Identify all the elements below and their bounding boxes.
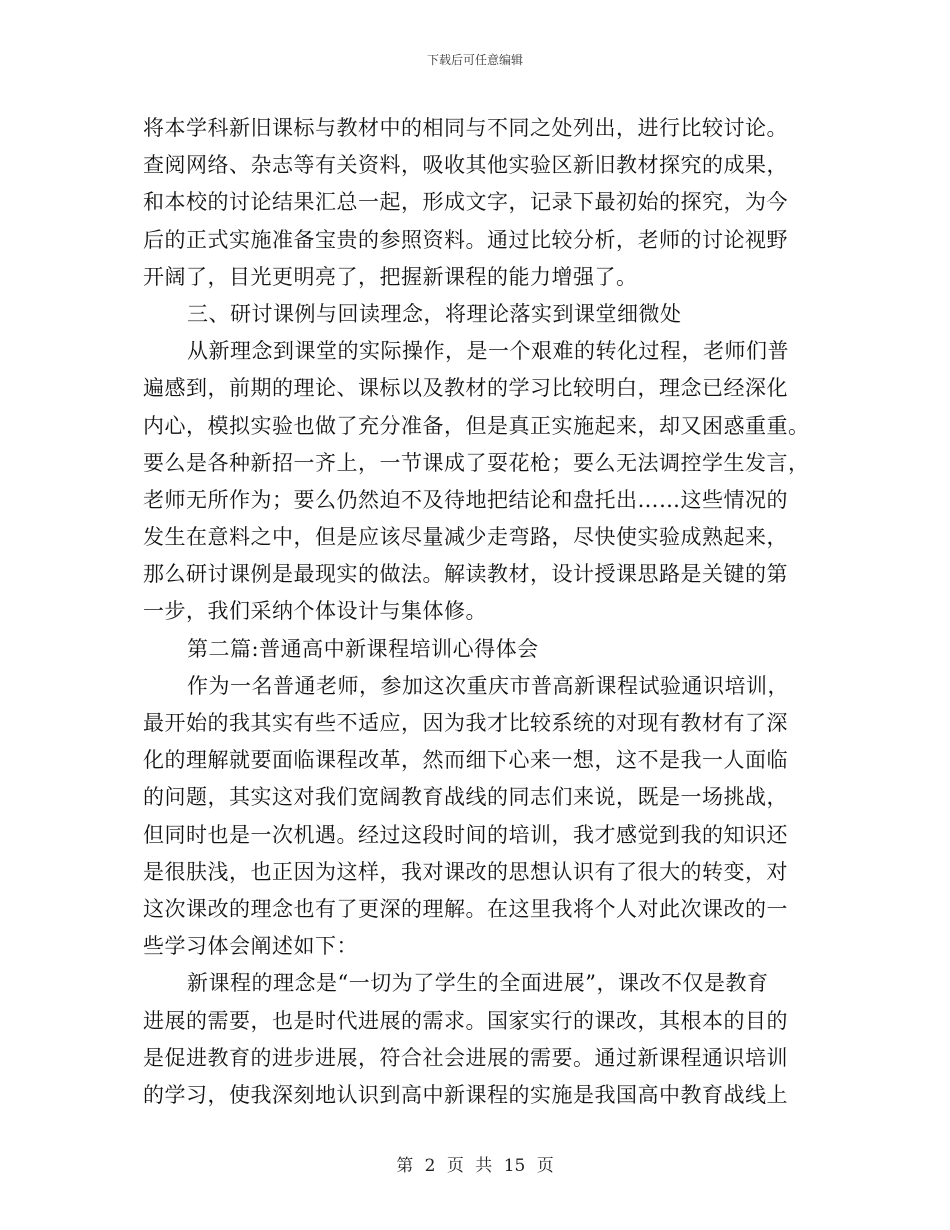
text-line: 作为一名普通老师，参加这次重庆市普高新课程试验通识培训， — [187, 673, 789, 698]
section-heading: 三、研讨课例与回读理念，将理论落实到课堂细微处 — [187, 301, 682, 326]
document-body — [143, 110, 808, 1114]
text-line: 进展的需要，也是时代进展的需求。国家实行的课改，其根本的目的 — [143, 1008, 788, 1033]
text-line: 将本学科新旧课标与教材中的相同与不同之处列出，进行比较讨论。 — [143, 116, 788, 140]
text-line: 和本校的讨论结果汇总一起，形成文字，记录下最初始的探究，为今 — [143, 190, 788, 215]
chapter-heading: 第二篇:普通高中新课程培训心得体会 — [187, 636, 539, 661]
text-line: 发生在意料之中，但是应该尽量减少走弯路，尽快使实验成熟起来， — [143, 525, 788, 550]
text-line: 从新理念到课堂的实际操作，是一个艰难的转化过程，老师们普 — [187, 339, 789, 364]
text-line: 是很肤浅，也正因为这样，我对课改的思想认识有了很大的转变，对 — [143, 859, 788, 884]
text-line: 但同时也是一次机遇。经过这段时间的培训，我才感觉到我的知识还 — [143, 822, 788, 847]
text-line: 的问题，其实这对我们宽阔教育战线的同志们来说，既是一场挑战， — [143, 785, 788, 810]
text-line: 遍感到，前期的理论、课标以及教材的学习比较明白，理念已经深化 — [143, 376, 788, 401]
text-line: 是促进教育的进步进展，符合社会进展的需要。通过新课程通识培训 — [143, 1045, 788, 1070]
text-line: 化的理解就要面临课程改革，然而细下心来一想，这不是我一人面临 — [143, 748, 788, 773]
text-line: 一步，我们采纳个体设计与集体修。 — [143, 599, 487, 624]
text-line: 这次课改的理念也有了更深的理解。在这里我将个人对此次课改的一 — [143, 896, 788, 921]
text-line: 那么研讨课例是最现实的做法。解读教材，设计授课思路是关键的第 — [143, 562, 788, 587]
text-line: 的学习，使我深刻地认识到高中新课程的实施是我国高中教育战线上 — [143, 1082, 788, 1107]
text-line: 要么是各种新招一齐上，一节课成了耍花枪；要么无法调控学生发言， — [143, 450, 810, 475]
text-line: 新课程的理念是“一切为了学生的全面进展”，课改不仅是教育 — [187, 971, 769, 996]
text-line: 查阅网络、杂志等有关资料，吸收其他实验区新旧教材探究的成果， — [143, 153, 788, 178]
text-line: 些学习体会阐述如下： — [143, 934, 358, 959]
text-line: 最开始的我其实有些不适应，因为我才比较系统的对现有教材有了深 — [143, 711, 788, 735]
text-line: 内心，模拟实验也做了充分准备，但是真正实施起来，却又困惑重重。 — [143, 413, 810, 438]
text-line: 开阔了，目光更明亮了，把握新课程的能力增强了。 — [143, 264, 638, 289]
page-number: 第 2 页 共 15 页 — [396, 1156, 554, 1176]
page-header: 下载后可任意编辑 — [426, 53, 523, 67]
text-line: 后的正式实施准备宝贵的参照资料。通过比较分析，老师的讨论视野 — [143, 227, 788, 252]
text-line: 老师无所作为；要么仍然迫不及待地把结论和盘托出……这些情况的 — [143, 487, 788, 512]
